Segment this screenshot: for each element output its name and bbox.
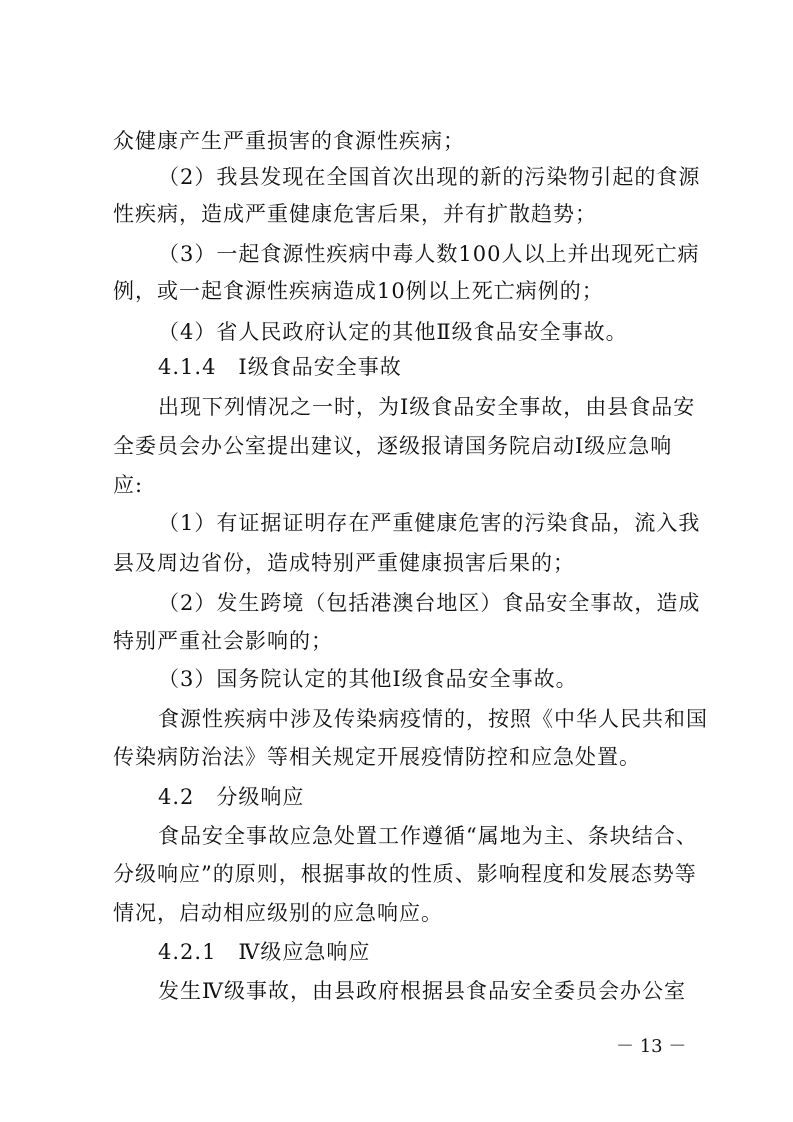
text-line: 县及周边省份，造成特别严重健康损害后果的； (113, 551, 575, 575)
text-line: （2）我县发现在全国首次出现的新的污染物引起的食源 (158, 165, 701, 189)
text-line: 例，或一起食源性疾病造成10例以上死亡病例的； (113, 279, 604, 303)
text-line: 传染病防治法》等相关规定开展疫情防控和应急处置。 (113, 745, 641, 769)
text-line: （3）国务院认定的其他Ⅰ级食品安全事故。 (158, 667, 578, 691)
text-line: 众健康产生严重损害的食源性疾病； (113, 129, 465, 153)
text-line: 食源性疾病中涉及传染病疫情的，按照《中华人民共和国 (158, 707, 708, 731)
text-line: （3）一起食源性疾病中毒人数100人以上并出现死亡病 (158, 242, 700, 266)
text-line: 性疾病，造成严重健康危害后果，并有扩散趋势； (113, 202, 597, 226)
section-heading-4-2: 4.2 分级响应 (158, 785, 305, 809)
text-line: 特别严重社会影响的； (113, 629, 333, 653)
text-line: 食品安全事故应急处置工作遵循“属地为主、条块结合、 (158, 824, 698, 848)
section-heading-4-2-1: 4.2.1 Ⅳ级应急响应 (158, 940, 371, 964)
text-line: 情况，启动相应级别的应急响应。 (113, 901, 443, 925)
text-line: 全委员会办公室提出建议，逐级报请国务院启动Ⅰ级应急响 (113, 434, 673, 458)
section-heading-4-1-4: 4.1.4 Ⅰ级食品安全事故 (158, 355, 402, 379)
text-line: 出现下列情况之一时，为Ⅰ级食品安全事故，由县食品安 (158, 395, 696, 419)
text-line: 发生Ⅳ级事故，由县政府根据县食品安全委员会办公室 (158, 979, 686, 1003)
text-line: 应: (113, 473, 144, 497)
text-line: （4）省人民政府认定的其他Ⅱ级食品安全事故。 (158, 320, 628, 344)
text-line: 分级响应”的原则，根据事故的性质、影响程度和发展态势等 (113, 862, 697, 886)
text-line: （2）发生跨境（包括港澳台地区）食品安全事故，造成 (158, 591, 701, 615)
text-line: （1）有证据证明存在严重健康危害的污染食品，流入我 (158, 511, 701, 535)
page-number: － 13 － (616, 1036, 687, 1057)
